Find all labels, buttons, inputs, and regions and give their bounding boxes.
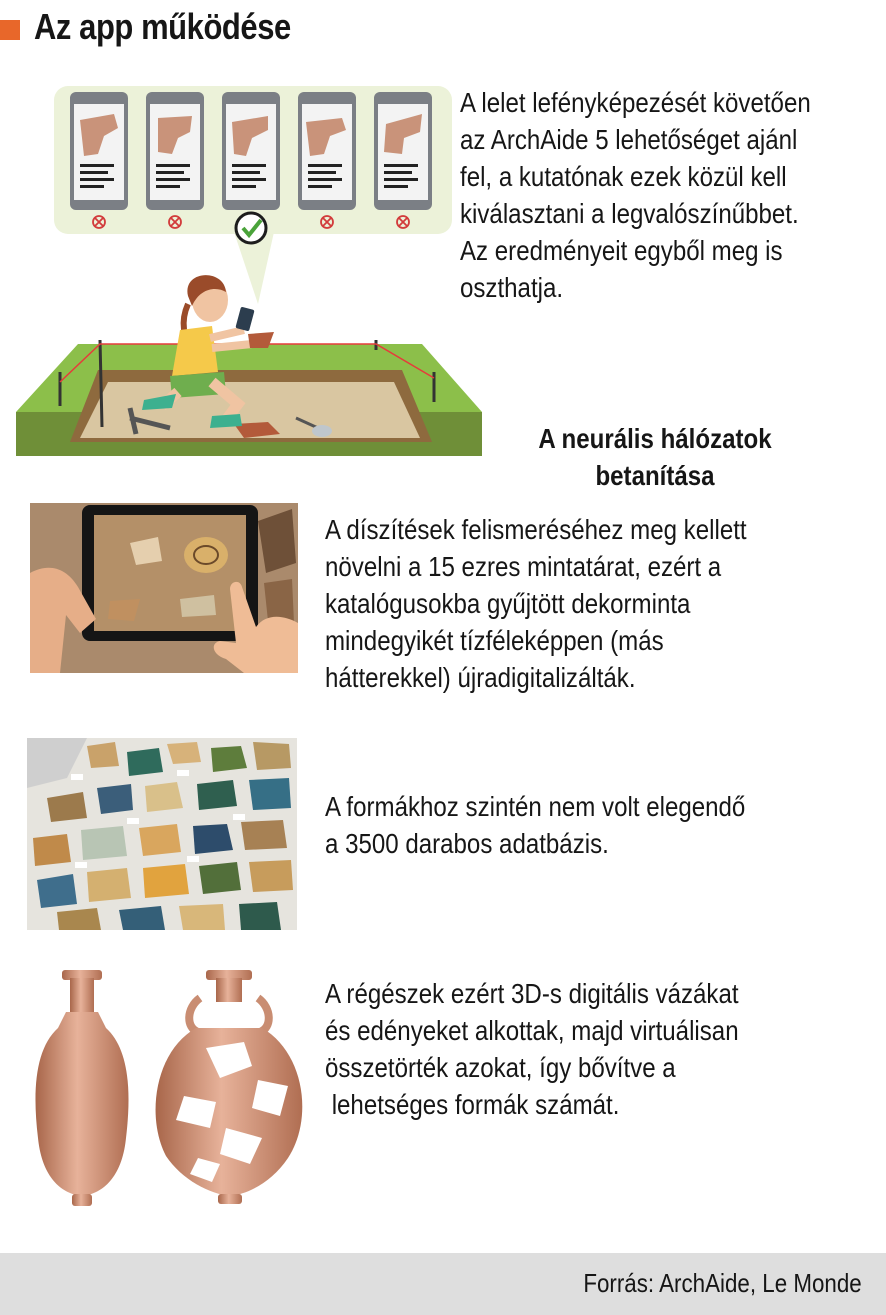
text-line: a 3500 darabos adatbázis. xyxy=(325,828,609,859)
section1-text xyxy=(460,84,811,306)
text-line: A régészek ezért 3D-s digitális vázákat xyxy=(325,978,739,1009)
phone-icon xyxy=(146,92,204,210)
subheading-line: betanítása xyxy=(595,460,715,491)
vases-illustration xyxy=(26,968,316,1208)
text-line: fel, a kutatónak ezek közül kell xyxy=(460,161,787,192)
text-line: lehetséges formák számát. xyxy=(325,1089,620,1120)
title-accent-square xyxy=(0,20,20,40)
text-line: A lelet lefényképezését követően xyxy=(460,87,811,118)
phone-icon xyxy=(298,92,356,210)
source-credit: Forrás: ArchAide, Le Monde xyxy=(583,1268,862,1298)
text-line: Az eredményeit egyből meg is xyxy=(460,235,783,266)
subheading xyxy=(522,420,789,494)
text-line: összetörték azokat, így bővítve a xyxy=(325,1052,676,1083)
check-icon xyxy=(236,213,266,243)
phone-icon xyxy=(374,92,432,210)
text-line: mindegyikét tízféleképpen (más xyxy=(325,625,664,656)
app-illustration xyxy=(12,82,492,462)
tablet-photo xyxy=(30,503,298,673)
text-line: A díszítések felismeréséhez meg kellett xyxy=(325,514,747,545)
phone-icon xyxy=(222,92,280,210)
broken-vase xyxy=(156,970,303,1204)
text-line: A formákhoz szintén nem volt elegendő xyxy=(325,791,746,822)
section2-text xyxy=(325,511,747,696)
text-line: és edényeket alkottak, majd virtuálisan xyxy=(325,1015,739,1046)
text-line: oszthatja. xyxy=(460,272,564,303)
intact-vase xyxy=(35,970,128,1206)
sherd-collection-photo xyxy=(27,738,297,930)
text-line: kiválasztani a legvalószínűbbet. xyxy=(460,198,799,229)
page-title: Az app működése xyxy=(34,6,291,47)
text-line: növelni a 15 ezres mintatárat, ezért a xyxy=(325,551,722,582)
section3-text xyxy=(325,788,745,862)
subheading-line: A neurális hálózatok xyxy=(538,423,772,454)
phone-options xyxy=(70,92,432,210)
text-line: katalógusokba gyűjtött dekorminta xyxy=(325,588,691,619)
phone-icon xyxy=(70,92,128,210)
text-line: hátterekkel) újradigitalizálták. xyxy=(325,662,636,693)
section4-text xyxy=(325,975,739,1123)
text-line: az ArchAide 5 lehetőséget ajánl xyxy=(460,124,798,155)
